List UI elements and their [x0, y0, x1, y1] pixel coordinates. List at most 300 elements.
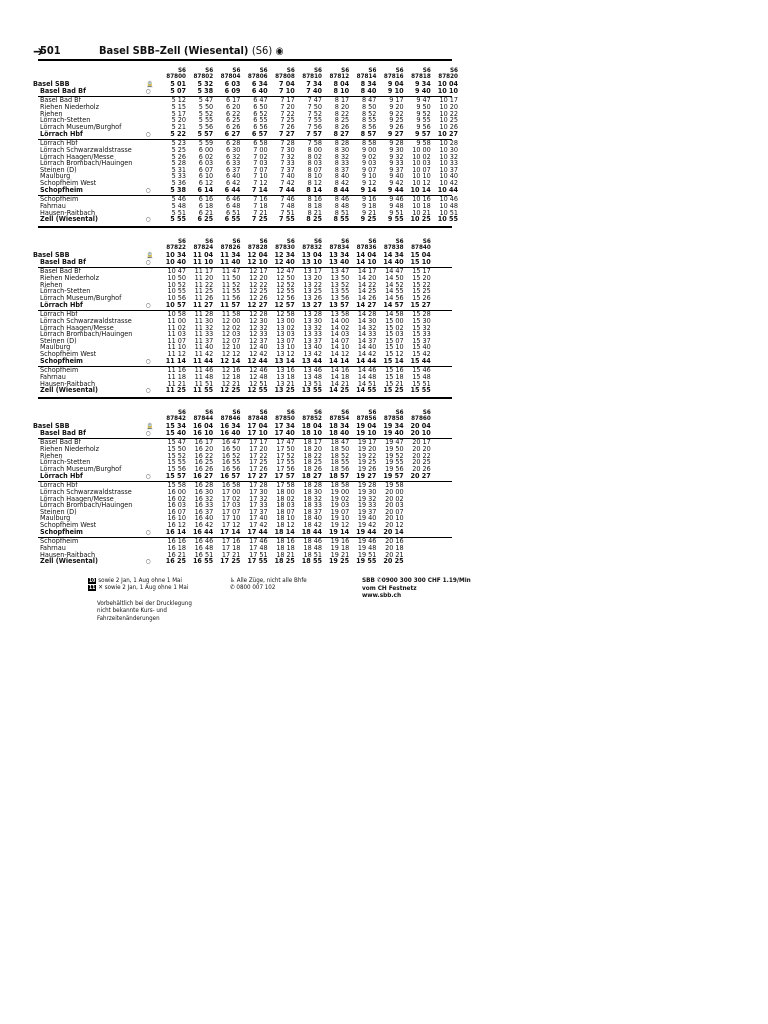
wheelchair-note: ♿ Alle Züge, nicht alle Bhfe — [230, 577, 307, 584]
departure-time: 6 47 — [253, 95, 268, 105]
departure-time: 9 20 — [389, 101, 404, 111]
departure-time: 6 21 — [198, 207, 214, 217]
station-name: Lörrach Museum/Burghof — [40, 463, 122, 473]
train-line: S6 — [368, 67, 377, 74]
departure-time: 19 12 — [330, 520, 350, 530]
departure-time: 7 21 — [253, 207, 268, 217]
departure-time: 8 27 — [333, 128, 350, 138]
departure-time: 17 26 — [249, 463, 268, 473]
disclaimer-line-2: nicht bekannte Kurs- und — [97, 607, 167, 615]
departure-time: 14 42 — [357, 349, 377, 359]
departure-time: 5 48 — [171, 201, 186, 211]
departure-time: 5 20 — [171, 115, 186, 125]
departure-time: 16 48 — [194, 543, 214, 553]
departure-time: 11 20 — [194, 272, 214, 282]
train-number: 87832 — [302, 244, 322, 251]
train-number: 87840 — [411, 244, 431, 251]
train-line: S6 — [313, 238, 322, 245]
departure-time: 8 37 — [334, 164, 350, 174]
departure-time: 13 42 — [303, 349, 322, 359]
footnote-1 — [88, 577, 188, 584]
departure-time: 8 30 — [334, 144, 350, 154]
departure-time: 14 27 — [356, 299, 377, 309]
departure-time: 20 18 — [385, 543, 404, 553]
departure-time: 16 07 — [167, 506, 186, 516]
departure-time: 10 10 — [437, 85, 458, 95]
departure-time: 11 33 — [194, 329, 214, 339]
departure-time: 19 14 — [328, 526, 350, 536]
train-line: S6 — [259, 409, 268, 416]
departure-time: 9 02 — [361, 151, 377, 161]
departure-time: 15 28 — [412, 309, 431, 319]
station-symbol: ○ — [146, 186, 151, 194]
departure-time: 5 15 — [171, 101, 186, 111]
departure-time: 20 25 — [383, 556, 404, 566]
departure-time: 11 02 — [167, 322, 186, 332]
train-number: 87856 — [356, 415, 377, 422]
station-symbol: 🚊 — [146, 252, 154, 259]
station-name: Maulburg — [40, 342, 71, 352]
departure-time: 8 12 — [307, 178, 322, 188]
departure-time: 19 10 — [356, 427, 377, 437]
departure-time: 19 16 — [330, 536, 350, 546]
departure-time: 9 55 — [387, 214, 404, 224]
departure-time: 19 18 — [330, 543, 350, 553]
departure-time: 16 46 — [194, 536, 214, 546]
departure-time: 20 02 — [385, 493, 404, 503]
departure-time: 20 00 — [385, 486, 404, 496]
departure-time: 19 51 — [357, 549, 377, 559]
departure-time: 20 21 — [385, 549, 404, 559]
departure-time: 7 07 — [253, 164, 268, 174]
departure-time: 8 28 — [334, 138, 350, 148]
departure-time: 8 20 — [334, 101, 350, 111]
departure-time: 11 40 — [194, 342, 214, 352]
departure-time: 6 42 — [225, 178, 241, 188]
departure-time: 20 10 — [410, 427, 431, 437]
departure-time: 7 37 — [280, 164, 295, 174]
departure-time: 18 58 — [330, 480, 350, 490]
departure-time: 7 28 — [280, 138, 295, 148]
departure-time: 14 57 — [383, 299, 404, 309]
departure-time: 16 44 — [192, 526, 214, 536]
departure-time: 20 14 — [383, 526, 404, 536]
departure-time: 15 37 — [412, 335, 431, 345]
departure-time: 18 25 — [303, 457, 322, 467]
departure-time: 12 50 — [276, 272, 295, 282]
station-name: Schopfheim — [40, 526, 83, 536]
train-line: S6 — [395, 238, 404, 245]
station-name: Basel Bad Bf — [40, 256, 86, 266]
station-name: Lörrach Brombach/Hauingen — [40, 329, 133, 339]
station-name: Hausen-Raitbach — [40, 378, 96, 388]
departure-time: 5 57 — [197, 128, 214, 138]
station-name: Lörrach Hbf — [40, 299, 83, 309]
departure-time: 16 50 — [221, 443, 241, 453]
train-line: S6 — [177, 67, 186, 74]
departure-time: 19 48 — [357, 543, 377, 553]
departure-time: 8 07 — [307, 164, 322, 174]
station-name: Basel SBB — [33, 250, 70, 259]
departure-time: 19 02 — [330, 493, 350, 503]
departure-time: 15 47 — [167, 437, 186, 447]
departure-time: 17 55 — [247, 556, 268, 566]
departure-time: 8 14 — [306, 184, 322, 194]
departure-time: 12 37 — [249, 335, 268, 345]
departure-time: 6 26 — [225, 121, 241, 131]
departure-time: 14 44 — [356, 355, 377, 365]
station-name: Hausen-Raitbach — [40, 207, 96, 217]
departure-time: 7 22 — [280, 108, 295, 118]
departure-time: 10 40 — [439, 171, 458, 181]
departure-time: 19 10 — [330, 513, 350, 523]
departure-time: 7 46 — [280, 194, 295, 204]
departure-time: 8 17 — [334, 95, 350, 105]
departure-time: 12 46 — [249, 365, 268, 375]
departure-time: 19 22 — [357, 450, 377, 460]
departure-time: 14 25 — [328, 385, 350, 395]
departure-time: 11 12 — [167, 349, 186, 359]
departure-time: 11 42 — [194, 349, 214, 359]
station-name: Basel Bad Bf — [40, 266, 81, 276]
train-line: S6 — [368, 409, 377, 416]
departure-time: 12 02 — [221, 322, 241, 332]
station-symbol: ○ — [146, 87, 151, 95]
station-symbol: ○ — [146, 216, 151, 224]
departure-time: 17 57 — [274, 470, 295, 480]
departure-time: 5 07 — [170, 85, 186, 95]
departure-time: 16 14 — [165, 526, 186, 536]
departure-time: 9 07 — [361, 164, 377, 174]
departure-time: 15 55 — [167, 457, 186, 467]
departure-time: 13 44 — [301, 355, 322, 365]
departure-time: 18 28 — [303, 480, 322, 490]
departure-time: 7 40 — [306, 85, 322, 95]
departure-time: 5 01 — [170, 79, 186, 88]
departure-time: 17 28 — [249, 480, 268, 490]
departure-time: 8 34 — [360, 79, 377, 88]
departure-time: 5 32 — [197, 79, 214, 88]
departure-time: 19 25 — [357, 457, 377, 467]
departure-time: 13 28 — [303, 309, 322, 319]
departure-time: 14 52 — [385, 279, 404, 289]
station-name: Lörrach-Stetten — [40, 115, 91, 125]
departure-time: 9 44 — [387, 184, 404, 194]
departure-time: 9 27 — [387, 128, 404, 138]
departure-time: 18 20 — [303, 443, 322, 453]
departure-time: 17 25 — [249, 457, 268, 467]
station-name: Lörrach Haagen/Messe — [40, 151, 114, 161]
departure-time: 6 51 — [225, 207, 241, 217]
station-symbol: ○ — [146, 429, 151, 437]
departure-time: 10 22 — [439, 108, 458, 118]
departure-time: 12 18 — [221, 372, 241, 382]
departure-time: 8 18 — [307, 201, 322, 211]
departure-time: 15 25 — [383, 385, 404, 395]
departure-time: 11 16 — [167, 365, 186, 375]
station-symbol: 🚊 — [146, 423, 154, 430]
departure-time: 11 57 — [220, 299, 241, 309]
station-symbol: ○ — [146, 558, 151, 566]
departure-time: 9 33 — [389, 158, 404, 168]
departure-time: 10 50 — [167, 272, 186, 282]
departure-time: 6 28 — [225, 138, 241, 148]
departure-time: 18 32 — [303, 493, 322, 503]
departure-time: 7 26 — [280, 121, 295, 131]
departure-time: 10 30 — [439, 144, 458, 154]
departure-time: 13 21 — [276, 378, 295, 388]
train-number: 87818 — [411, 73, 431, 80]
departure-time: 11 21 — [167, 378, 186, 388]
departure-time: 13 25 — [303, 286, 322, 296]
departure-time: 5 47 — [198, 95, 214, 105]
departure-time: 18 10 — [276, 513, 295, 523]
departure-time: 6 44 — [224, 184, 241, 194]
departure-time: 15 12 — [385, 349, 404, 359]
departure-time: 9 03 — [361, 158, 377, 168]
departure-time: 20 03 — [385, 500, 404, 510]
departure-time: 14 34 — [383, 250, 404, 259]
departure-time: 13 33 — [303, 329, 322, 339]
departure-time: 11 50 — [221, 272, 241, 282]
departure-time: 14 30 — [357, 315, 377, 325]
departure-time: 15 21 — [385, 378, 404, 388]
departure-time: 15 22 — [412, 279, 431, 289]
departure-time: 7 42 — [280, 178, 295, 188]
departure-time: 8 25 — [306, 214, 322, 224]
departure-time: 11 55 — [192, 385, 214, 395]
departure-time: 19 21 — [330, 549, 350, 559]
departure-time: 5 55 — [170, 214, 186, 224]
departure-time: 14 25 — [357, 286, 377, 296]
departure-time: 6 57 — [251, 128, 268, 138]
departure-time: 5 36 — [171, 178, 186, 188]
departure-time: 16 55 — [221, 457, 241, 467]
station-name: Schopfheim West — [40, 520, 97, 530]
departure-time: 18 55 — [330, 457, 350, 467]
station-name: Lörrach Brombach/Hauingen — [40, 500, 133, 510]
departure-time: 9 42 — [389, 178, 404, 188]
departure-time: 8 52 — [361, 108, 377, 118]
departure-time: 12 51 — [249, 378, 268, 388]
departure-time: 13 51 — [303, 378, 322, 388]
train-number: 87806 — [247, 73, 268, 80]
departure-time: 14 32 — [357, 322, 377, 332]
departure-time: 19 00 — [330, 486, 350, 496]
departure-time: 8 10 — [333, 85, 350, 95]
departure-time: 14 22 — [357, 279, 377, 289]
departure-time: 16 03 — [167, 500, 186, 510]
train-number: 87852 — [302, 415, 322, 422]
departure-time: 8 10 — [307, 171, 322, 181]
departure-time: 15 48 — [412, 372, 431, 382]
departure-time: 8 25 — [334, 115, 350, 125]
train-number: 87828 — [247, 244, 268, 251]
departure-time: 11 10 — [167, 342, 186, 352]
departure-time: 17 34 — [274, 421, 295, 430]
departure-time: 13 58 — [330, 309, 350, 319]
departure-time: 13 10 — [301, 256, 322, 266]
departure-time: 17 03 — [221, 500, 241, 510]
departure-time: 9 17 — [389, 95, 404, 105]
departure-time: 10 14 — [410, 184, 431, 194]
departure-time: 10 34 — [165, 250, 186, 259]
departure-time: 8 02 — [307, 151, 322, 161]
train-line: S6 — [232, 238, 241, 245]
departure-time: 12 10 — [221, 342, 241, 352]
station-name: Lörrach Museum/Burghof — [40, 121, 122, 131]
departure-time: 9 14 — [360, 184, 377, 194]
departure-time: 8 03 — [307, 158, 322, 168]
departure-time: 13 26 — [303, 292, 322, 302]
departure-time: 17 30 — [249, 486, 268, 496]
departure-time: 12 04 — [247, 250, 268, 259]
departure-time: 14 04 — [356, 250, 377, 259]
departure-time: 7 40 — [280, 171, 295, 181]
departure-time: 13 56 — [330, 292, 350, 302]
departure-time: 15 52 — [167, 450, 186, 460]
departure-time: 15 26 — [412, 292, 431, 302]
train-line: S6 — [259, 67, 268, 74]
station-symbol: ○ — [146, 528, 151, 536]
train-line: S6 — [286, 238, 295, 245]
departure-time: 8 04 — [333, 79, 350, 88]
departure-time: 7 10 — [279, 85, 295, 95]
departure-time: 20 22 — [412, 450, 431, 460]
departure-time: 19 07 — [330, 506, 350, 516]
departure-time: 20 27 — [410, 470, 431, 480]
departure-time: 7 55 — [307, 115, 322, 125]
departure-time: 16 12 — [167, 520, 186, 530]
departure-time: 12 47 — [276, 266, 295, 276]
departure-time: 14 56 — [385, 292, 404, 302]
departure-time: 17 37 — [249, 506, 268, 516]
departure-time: 15 03 — [385, 329, 404, 339]
departure-time: 19 37 — [357, 506, 377, 516]
departure-time: 9 04 — [387, 79, 404, 88]
departure-time: 16 10 — [192, 427, 214, 437]
departure-time: 17 10 — [221, 513, 241, 523]
departure-time: 16 17 — [194, 437, 214, 447]
departure-time: 9 25 — [389, 115, 404, 125]
departure-time: 17 46 — [249, 536, 268, 546]
departure-time: 7 52 — [307, 108, 322, 118]
departure-time: 12 40 — [274, 256, 295, 266]
departure-time: 11 48 — [194, 372, 214, 382]
departure-time: 10 17 — [439, 95, 458, 105]
departure-time: 18 50 — [330, 443, 350, 453]
departure-time: 6 07 — [198, 164, 214, 174]
train-number: 87834 — [329, 244, 350, 251]
departure-time: 10 40 — [165, 256, 186, 266]
train-number: 87860 — [411, 415, 431, 422]
departure-time: 19 55 — [385, 457, 404, 467]
departure-time: 16 30 — [194, 486, 214, 496]
phone-note: ✆ 0800 007 102 — [230, 584, 276, 592]
departure-time: 7 34 — [306, 79, 322, 88]
departure-time: 15 42 — [412, 349, 431, 359]
departure-time: 6 25 — [225, 115, 241, 125]
departure-time: 18 02 — [276, 493, 295, 503]
departure-time: 9 10 — [361, 171, 377, 181]
station-name: Basel Bad Bf — [40, 95, 81, 105]
departure-time: 17 02 — [221, 493, 241, 503]
departure-time: 12 25 — [220, 385, 241, 395]
departure-time: 10 26 — [439, 121, 458, 131]
departure-time: 14 37 — [357, 335, 377, 345]
departure-time: 15 04 — [410, 250, 431, 259]
departure-time: 7 30 — [280, 144, 295, 154]
departure-time: 15 16 — [385, 365, 404, 375]
departure-time: 10 25 — [439, 115, 458, 125]
departure-time: 17 42 — [249, 520, 268, 530]
departure-time: 6 03 — [198, 158, 214, 168]
departure-time: 15 07 — [385, 335, 404, 345]
departure-time: 16 26 — [194, 463, 214, 473]
departure-time: 11 14 — [165, 355, 186, 365]
departure-time: 19 40 — [357, 513, 377, 523]
train-number: 87810 — [302, 73, 322, 80]
departure-time: 10 56 — [167, 292, 186, 302]
departure-time: 15 57 — [165, 470, 186, 480]
disclaimer — [97, 600, 192, 622]
departure-time: 10 12 — [412, 178, 431, 188]
departure-time: 6 40 — [251, 85, 268, 95]
departure-time: 14 28 — [357, 309, 377, 319]
train-number: 87808 — [275, 73, 295, 80]
departure-time: 10 25 — [410, 214, 431, 224]
station-name: Lörrach Hbf — [40, 128, 83, 138]
train-number: 87804 — [220, 73, 241, 80]
departure-time: 19 32 — [357, 493, 377, 503]
station-symbol: ○ — [146, 387, 151, 395]
station-name: Riehen — [40, 108, 63, 118]
departure-time: 5 38 — [197, 85, 214, 95]
departure-time: 9 16 — [361, 194, 377, 204]
departure-time: 14 50 — [385, 272, 404, 282]
departure-time: 18 03 — [276, 500, 295, 510]
sbb-website-link[interactable]: www.sbb.ch — [362, 591, 402, 600]
departure-time: 6 46 — [225, 194, 241, 204]
departure-time: 10 55 — [167, 286, 186, 296]
departure-time: 16 56 — [221, 463, 241, 473]
departure-time: 12 48 — [249, 372, 268, 382]
departure-time: 10 47 — [167, 266, 186, 276]
departure-time: 12 34 — [274, 250, 295, 259]
departure-time: 11 34 — [220, 250, 241, 259]
departure-time: 5 59 — [198, 138, 214, 148]
departure-time: 7 50 — [307, 101, 322, 111]
departure-time: 15 51 — [412, 378, 431, 388]
departure-time: 13 27 — [301, 299, 322, 309]
footnote-2-text: ✕ sowie 2 Jan, 1 Aug ohne 1 Mai — [98, 584, 189, 592]
departure-time: 14 47 — [385, 266, 404, 276]
departure-time: 11 22 — [194, 279, 214, 289]
departure-time: 11 40 — [220, 256, 241, 266]
departure-time: 14 55 — [356, 385, 377, 395]
departure-time: 16 47 — [221, 437, 241, 447]
train-line: S6 — [177, 409, 186, 416]
departure-time: 11 27 — [192, 299, 214, 309]
departure-time: 17 56 — [276, 463, 295, 473]
departure-time: 17 55 — [276, 457, 295, 467]
departure-time: 15 50 — [167, 443, 186, 453]
station-name: Steinen (D) — [40, 164, 77, 174]
departure-time: 8 47 — [361, 95, 377, 105]
departure-time: 20 25 — [412, 457, 431, 467]
station-name: Basel Bad Bf — [40, 437, 81, 447]
departure-time: 13 18 — [276, 372, 295, 382]
